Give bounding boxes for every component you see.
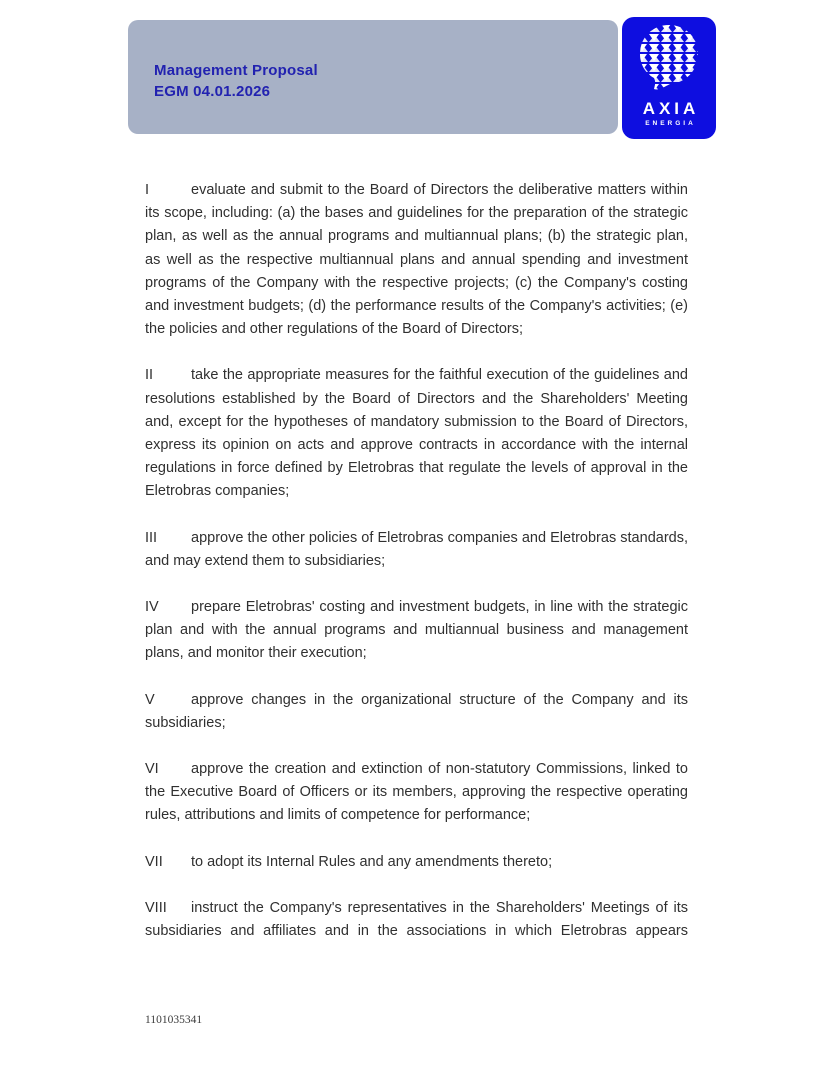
title-line-1: Management Proposal (154, 62, 318, 79)
document-body (145, 179, 688, 966)
paragraph-number: I (145, 182, 150, 198)
paragraph-item (145, 689, 688, 735)
paragraph-item (145, 179, 688, 341)
paragraph-text: to adopt its Internal Rules and any amendments thereto; (191, 853, 553, 870)
paragraph-text: approve the creation and extinction of non-statutory Commissions, linked to the Executive Board of Officers or its members, approving the respective operating rules, attributions and limits of competence for performance; (145, 761, 688, 824)
paragraph-number: VIII (145, 899, 167, 916)
paragraph-text: instruct the Company's representatives in the Shareholders' Meetings of its subsidiaries and affiliates and in the associations in which Eletrobras appears (145, 899, 688, 940)
paragraph-item (145, 596, 688, 666)
paragraph-number: III (145, 529, 158, 546)
paragraph-text: evaluate and submit to the Board of Directors the deliberative matters within its scope, including: (a) the bases and guidelines for the preparation of the strategic plan, as well as the annual programs and multiannual plans; (b) the strategic plan, as well as the respective multiannual plans and annual spending and investment programs of the Company with the respective projects; (c) the Company's costing and investment budgets; (d) the performance results of the Company's activities; (e) the policies and other regulations of the Board of Directors; (145, 182, 688, 338)
paragraph-item (145, 758, 688, 828)
paragraph-item (145, 897, 688, 943)
paragraph-item (145, 364, 688, 503)
paragraph-text: prepare Eletrobras' costing and investment budgets, in line with the strategic plan and with the annual programs and multiannual business and management plans, and monitor their execution; (145, 599, 688, 662)
axia-logo (622, 17, 716, 139)
header-banner (128, 20, 618, 134)
brand-subtitle: ENERGIA (645, 120, 696, 127)
paragraph-text: approve the other policies of Eletrobras companies and Eletrobras standards, and may extend them to subsidiaries; (145, 529, 688, 569)
paragraph-text: approve changes in the organizational structure of the Company and its subsidiaries; (145, 691, 688, 731)
page-title (154, 60, 318, 102)
paragraph-text: take the appropriate measures for the faithful execution of the guidelines and resolutions established by the Board of Directors and the Shareholders' Meeting and, except for the hypotheses of mandatory submission to the Board of Directors, express its opinion on acts and approve contracts in accordance with the internal regulations in force defined by Eletrobras that regulate the levels of approval in the Eletrobras companies; (145, 367, 688, 500)
paragraph-number: II (145, 367, 154, 384)
paragraph-number: V (145, 691, 155, 708)
title-line-2: EGM 04.01.2026 (154, 83, 271, 100)
geodesic-sphere-icon (636, 23, 702, 93)
paragraph-number: VII (145, 853, 163, 870)
paragraph-number: IV (145, 599, 159, 616)
brand-name: AXIA (642, 99, 700, 118)
paragraph-item (145, 851, 688, 874)
paragraph-number: VI (145, 761, 159, 778)
footer-page-number: 1101035341 (145, 1014, 203, 1026)
paragraph-item (145, 527, 688, 573)
